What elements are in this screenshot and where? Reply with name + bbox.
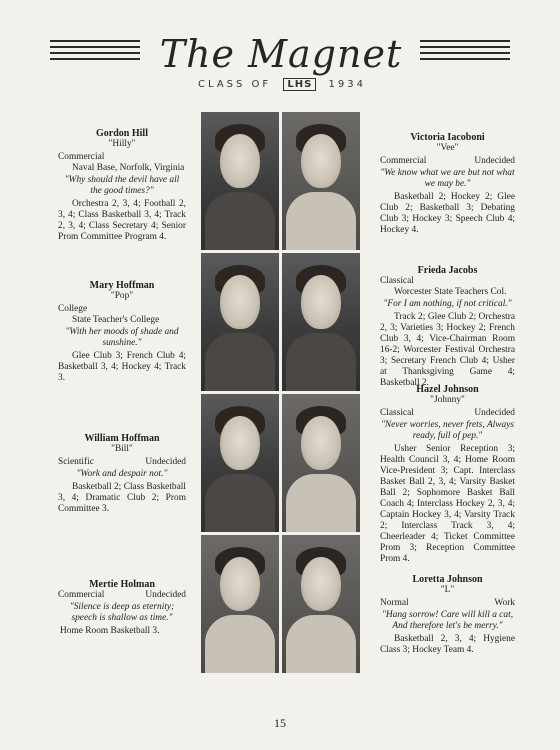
senior-portrait-photo: [201, 253, 279, 391]
senior-entry: [380, 574, 515, 656]
senior-course: Commercial: [58, 152, 105, 162]
senior-course: Classical: [380, 276, 414, 286]
senior-name: Gordon Hill: [96, 128, 148, 139]
decorative-stripes-left: [50, 40, 140, 68]
senior-nickname: "Johnny": [430, 395, 465, 405]
senior-entry: [58, 579, 186, 637]
senior-quote: "Work and despair not.": [76, 469, 168, 479]
senior-course: Scientific: [58, 457, 94, 467]
senior-activities: Basketball 2, 3, 4; Hygiene Class 3; Hockey Team 4.: [380, 634, 515, 655]
senior-portrait-photo: [282, 112, 360, 250]
senior-quote: "We know what we are but not what we may be.": [380, 168, 515, 189]
senior-name: Victoria Iacoboni: [410, 132, 485, 143]
senior-quote: "Never worries, never frets, Always ready, full of pep.": [380, 420, 515, 441]
senior-activities: Home Room Basketball 3.: [60, 626, 160, 636]
yearbook-title: The Magnet: [159, 32, 403, 76]
senior-entry: [380, 384, 515, 565]
senior-nickname: "Pop": [110, 291, 134, 301]
senior-course-row: [58, 590, 186, 601]
senior-activities: Glee Club 3; French Club 4; Basketball 3, 4; Hockey 4; Track 3.: [58, 351, 186, 383]
senior-name: Hazel Johnson: [416, 384, 479, 395]
senior-quote: "With her moods of shade and sunshine.": [65, 327, 179, 348]
senior-plan: Undecided: [145, 590, 186, 600]
senior-activities: Basketball 2; Hockey 2; Glee Club 2; Basketball 3; Debating Club 3; Hockey 3; Speech Club 4; Hockey 4.: [380, 192, 515, 235]
senior-portrait-photo: [282, 394, 360, 532]
senior-activities: Track 2; Glee Club 2; Orchestra 2, 3; Varieties 3; Hockey 2; French Club 3, 4; Vice-Chairman Room 16-2; Worcester Festival Orchestra 3; Secretary French Club 4; Usher at Thanksgiving Game 4; Basketball 2.: [380, 312, 515, 388]
senior-entry: [380, 132, 515, 236]
class-year: 1934: [328, 79, 366, 90]
senior-plan: Undecided: [474, 156, 515, 166]
senior-plan: Undecided: [145, 457, 186, 467]
senior-name: Mary Hoffman: [89, 280, 155, 291]
senior-nickname: "Bill": [111, 444, 133, 454]
senior-nickname: "Hilly": [108, 139, 136, 149]
senior-entry: [58, 128, 186, 243]
senior-nickname: "Vee": [436, 143, 459, 153]
senior-activities: Orchestra 2, 3, 4; Football 2, 3, 4; Class Basketball 3, 4; Track 2, 3, 4; Class Secretary 4; Senior Prom Committee Program 4.: [58, 199, 186, 242]
senior-course: Commercial: [380, 156, 427, 166]
senior-portrait-photo: [201, 394, 279, 532]
senior-quote: "Hang sorrow! Care will kill a cat, And therefore let's be merry.": [381, 610, 514, 631]
senior-course: Classical: [380, 408, 414, 418]
senior-destination: State Teacher's College: [72, 315, 160, 325]
senior-course-row: [380, 598, 515, 609]
class-line: [168, 78, 396, 91]
senior-course: College: [58, 304, 88, 314]
senior-course: Normal: [380, 598, 409, 608]
senior-course-row: [380, 156, 515, 167]
senior-portrait-photo: [282, 535, 360, 673]
senior-portrait-photo: [201, 535, 279, 673]
senior-entry: [380, 265, 515, 389]
senior-course-row: [58, 457, 186, 468]
senior-activities: Basketball 2; Class Basketball 3, 4; Dramatic Club 2; Prom Committee 3.: [58, 482, 186, 514]
school-initials: LHS: [283, 78, 316, 91]
senior-plan: Work: [494, 598, 515, 608]
senior-quote: "For I am nothing, if not critical.": [383, 299, 512, 309]
senior-activities: Usher Senior Reception 3; Health Council 3, 4; Home Room Vice-President 3; Capt. Interclass Basket Ball 2, 3, 4; Varsity Basket Ball 2; Sophomore Basket Ball Coach 4; Interclass Hockey 2, 3, 4; Captain Hockey 3, 4; Varsity Track 2; Interclass Track 3, 4; Cheerleader 4; Ticket Committee Prom 3; Reception Committee Prom 4.: [380, 444, 515, 564]
senior-portrait-photo: [282, 253, 360, 391]
senior-destination: Worcester State Teachers Col.: [394, 287, 507, 297]
page-header: [0, 18, 560, 98]
class-label: CLASS OF: [198, 79, 272, 90]
decorative-stripes-right: [420, 40, 510, 68]
senior-destination: Naval Base, Norfolk, Virginia: [72, 163, 185, 173]
senior-quote: "Silence is deep as eternity; speech is shallow as time.": [69, 602, 175, 623]
senior-name: William Hoffman: [84, 433, 160, 444]
senior-name: Loretta Johnson: [412, 574, 483, 585]
senior-course: Commercial: [58, 590, 105, 600]
senior-name: Mertie Holman: [89, 579, 155, 590]
senior-nickname: "L": [440, 585, 455, 595]
senior-portrait-photo: [201, 112, 279, 250]
senior-name: Frieda Jacobs: [417, 265, 478, 276]
page-number: 15: [274, 716, 286, 730]
senior-entry: [58, 280, 186, 384]
senior-course-row: [380, 408, 515, 419]
senior-entry: [58, 433, 186, 515]
senior-plan: Undecided: [474, 408, 515, 418]
senior-quote: "Why should the devil have all the good times?": [64, 175, 180, 196]
